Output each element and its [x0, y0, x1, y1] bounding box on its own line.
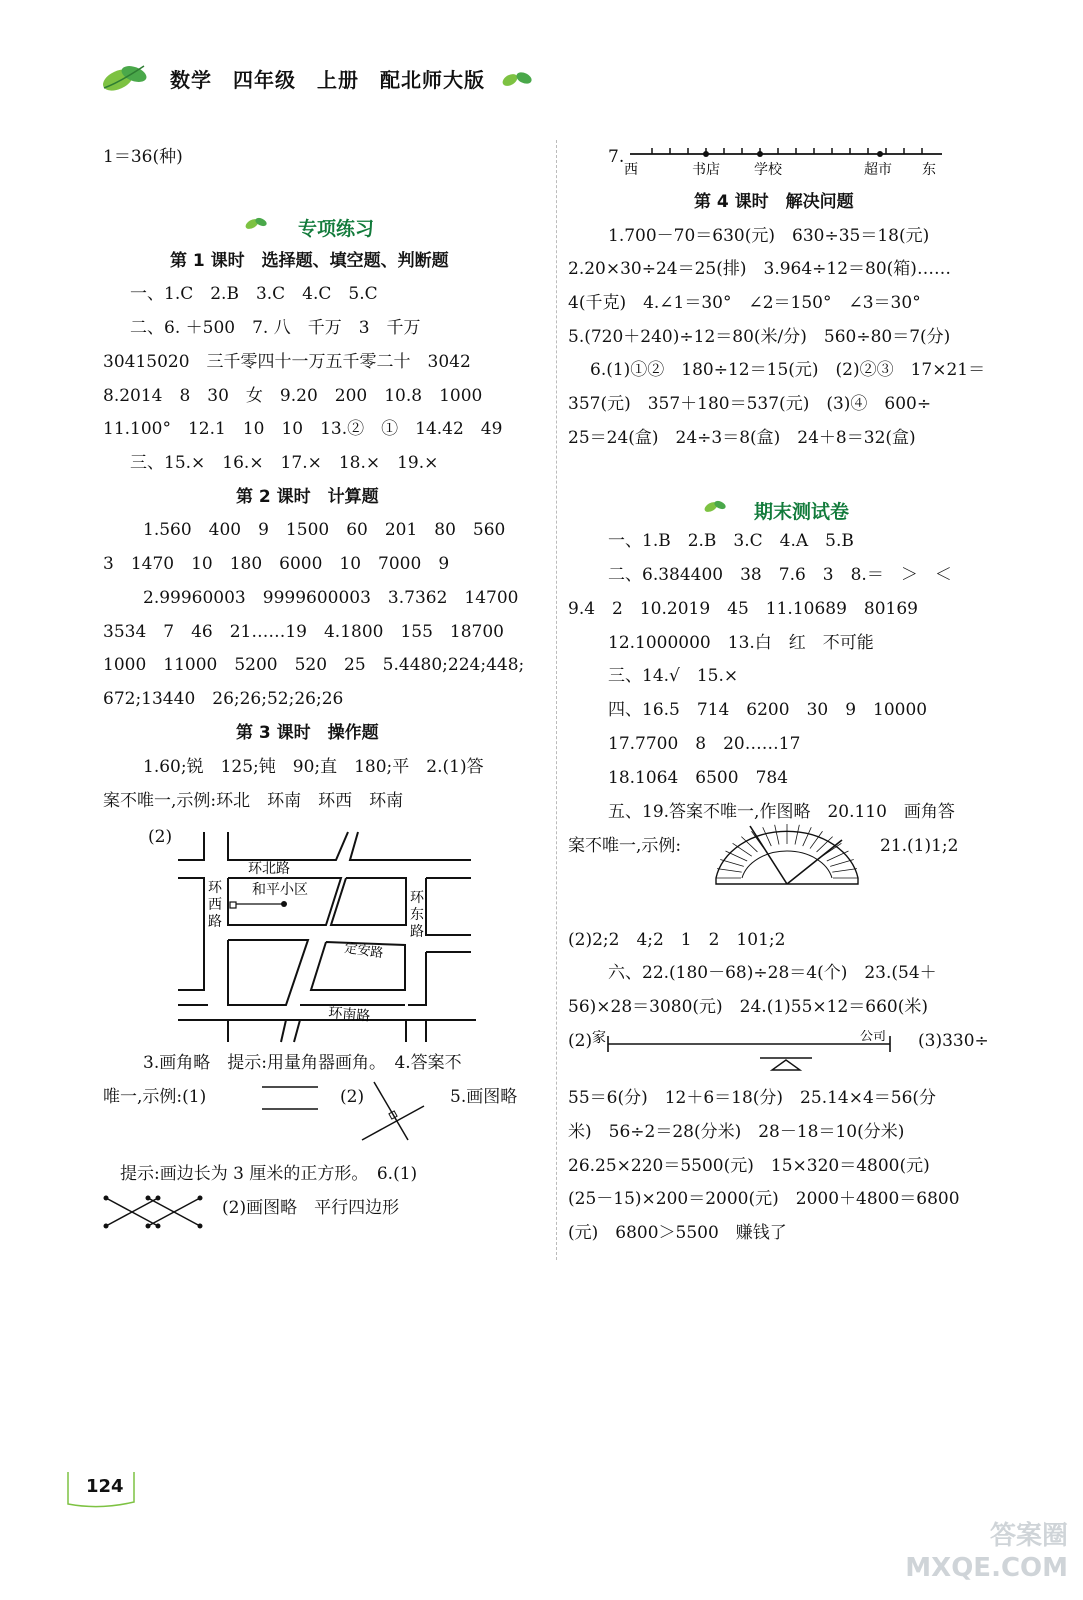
page-number: 124	[86, 1476, 124, 1497]
answer-line: 8.2014 8 30 女 9.20 200 10.8 1000	[103, 386, 483, 406]
protractor-tick	[720, 860, 743, 867]
protractor-tick	[726, 851, 748, 861]
answer-line: 1.560 400 9 1500 60 201 80 560	[143, 520, 506, 540]
answer-line: 一、1.B 2.B 3.C 4.A 5.B	[608, 531, 854, 551]
protractor-tick	[810, 831, 823, 848]
answer-line: 9.4 2 10.2019 45 11.10689 80169	[568, 599, 918, 619]
answer-line: (2)画图略 平行四边形	[222, 1198, 400, 1218]
answer-line: 三、15.× 16.× 17.× 18.× 19.×	[130, 453, 439, 473]
answer-line: 一、1.C 2.B 3.C 4.C 5.C	[130, 284, 378, 304]
lesson4-title: 第 4 课时 解决问题	[694, 192, 854, 212]
protractor-tick	[763, 827, 772, 846]
crossed-lines-figure	[100, 1192, 210, 1236]
number-line	[622, 140, 952, 184]
map-south-road: 环南路	[327, 1005, 371, 1025]
column-divider	[556, 140, 557, 1260]
answer-line: 二、6. ＋500 7. 八 千万 3 千万	[130, 318, 421, 338]
nl-school: 学校	[754, 162, 782, 178]
page-header-title: 数学 四年级 上册 配北师大版	[170, 68, 485, 92]
answer-line: 5.(720＋240)÷12＝80(米/分) 560÷80＝7(分)	[568, 327, 951, 347]
protractor-tick	[733, 843, 752, 856]
section-leaf-icon	[244, 214, 268, 232]
answer-line: 5.画图略	[450, 1087, 518, 1107]
protractor-tick	[832, 869, 857, 872]
map-north-road: 环北路	[248, 861, 290, 877]
nl-bookstore: 书店	[692, 162, 720, 178]
answer-line: 25＝24(盒) 24÷3＝8(盒) 24＋8＝32(盒)	[568, 428, 916, 448]
answer-line: 56)×28＝3080(元) 24.(1)55×12＝660(米)	[568, 997, 929, 1017]
answer-line: 3.画角略 提示:用量角器画角。 4.答案不	[143, 1053, 462, 1073]
protractor-tick	[830, 860, 853, 867]
answer-line: (2)	[568, 1031, 593, 1051]
answer-line: 55＝6(分) 12＋6＝18(分) 25.14×4＝56(分	[568, 1088, 937, 1108]
answer-line: 357(元) 357＋180＝537(元) (3)④ 600÷	[568, 394, 932, 414]
answer-line: 1000 11000 5200 520 25 5.4480;224;448;	[103, 655, 525, 675]
map-place: 和平小区	[252, 882, 308, 898]
lesson1-title: 第 1 课时 选择题、填空题、判断题	[170, 251, 449, 271]
answer-line: 六、22.(180－68)÷28＝4(个) 23.(54＋	[608, 963, 937, 983]
answer-line: (25－15)×200＝2000(元) 2000＋4800＝6800	[568, 1189, 960, 1209]
protractor-figure	[712, 822, 862, 900]
protractor-tick	[827, 851, 849, 861]
lesson2-title: 第 2 课时 计算题	[236, 487, 379, 507]
home-company-line	[590, 1030, 910, 1072]
answer-line: 18.1064 6500 784	[608, 768, 789, 788]
answer-line: 3534 7 46 21……19 4.1800 155 18700	[103, 622, 504, 642]
header-leaf-small-icon	[500, 68, 534, 88]
q7-label: 7.	[608, 147, 625, 167]
lesson3-title: 第 3 课时 操作题	[236, 723, 379, 743]
perpendicular-lines-figure	[360, 1080, 430, 1154]
answer-line: 二、6.384400 38 7.6 3 8.＝ ＞ ＜	[608, 565, 952, 585]
section-leaf-icon	[703, 497, 727, 515]
answer-line: 三、14.√ 15.×	[608, 666, 739, 686]
map-west-road: 环西路	[208, 880, 222, 930]
nl-supermarket: 超市	[864, 162, 892, 178]
street-map	[176, 830, 476, 1044]
answer-line: 五、19.答案不唯一,作图略 20.110 画角答	[608, 802, 955, 822]
continued-text: 1＝36(种)	[103, 147, 183, 167]
answer-line: 四、16.5 714 6200 30 9 10000	[608, 700, 928, 720]
answer-line: 提示:画边长为 3 厘米的正方形。 6.(1)	[120, 1164, 418, 1184]
answer-line: 6.(1)①② 180÷12＝15(元) (2)②③ 17×21＝	[590, 360, 986, 380]
section-title-final-exam: 期末测试卷	[754, 501, 850, 523]
map-east-road: 环东路	[410, 890, 424, 940]
map-label: (2)	[148, 827, 173, 847]
nl-west: 西	[624, 162, 638, 178]
answer-line: (2)2;2 4;2 1 2 101;2	[568, 930, 786, 950]
seesaw-home: 家	[592, 1030, 606, 1046]
map-middle-road: 定安路	[343, 941, 385, 962]
answer-line: 4(千克) 4.∠1＝30° ∠2＝150° ∠3＝30°	[568, 293, 921, 313]
parallel-lines-figure	[262, 1083, 322, 1117]
answer-line: 2.20×30÷24＝25(排) 3.964÷12＝80(箱)……	[568, 259, 951, 279]
answer-line: 30415020 三千零四十一万五千零二十 3042	[103, 352, 471, 372]
answer-line: 26.25×220＝5500(元) 15×320＝4800(元)	[568, 1156, 930, 1176]
section-title-special-practice: 专项练习	[298, 218, 375, 240]
answer-line: 1.700－70＝630(元) 630÷35＝18(元)	[608, 226, 930, 246]
answer-line: (3)330÷	[918, 1031, 989, 1051]
watermark: 答案圈 MXQE.COM	[905, 1521, 1068, 1583]
answer-line: 唯一,示例:(1)	[103, 1087, 207, 1107]
protractor-tick	[775, 825, 779, 845]
answer-line: 米) 56÷2＝28(分米) 28－18＝10(分米)	[568, 1122, 905, 1142]
answer-line: 11.100° 12.1 10 10 13.② ① 14.42 49	[103, 419, 503, 439]
answer-line: 1.60;锐 125;钝 90;直 180;平 2.(1)答	[143, 757, 484, 777]
answer-line: 17.7700 8 20……17	[608, 734, 801, 754]
answer-line: 案不唯一,示例:环北 环南 环西 环南	[103, 791, 404, 811]
answer-line: (元) 6800＞5500 赚钱了	[568, 1223, 787, 1243]
nl-east: 东	[922, 162, 936, 178]
seesaw-company: 公司	[860, 1030, 887, 1044]
answer-line: (2)	[340, 1087, 365, 1107]
protractor-tick	[803, 827, 812, 846]
answer-line: 案不唯一,示例:	[568, 836, 682, 856]
answer-line: 3 1470 10 180 6000 10 7000 9	[103, 554, 450, 574]
answer-line: 12.1000000 13.白 红 不可能	[608, 633, 874, 653]
header-leaf-icon	[100, 58, 152, 94]
answer-line: 672;13440 26;26;52;26;26	[103, 689, 344, 709]
answer-line: 2.99960003 9999600003 3.7362 14700	[143, 588, 519, 608]
protractor-tick	[795, 825, 799, 845]
answer-line: 21.(1)1;2	[880, 836, 959, 856]
protractor-tick	[717, 869, 742, 872]
